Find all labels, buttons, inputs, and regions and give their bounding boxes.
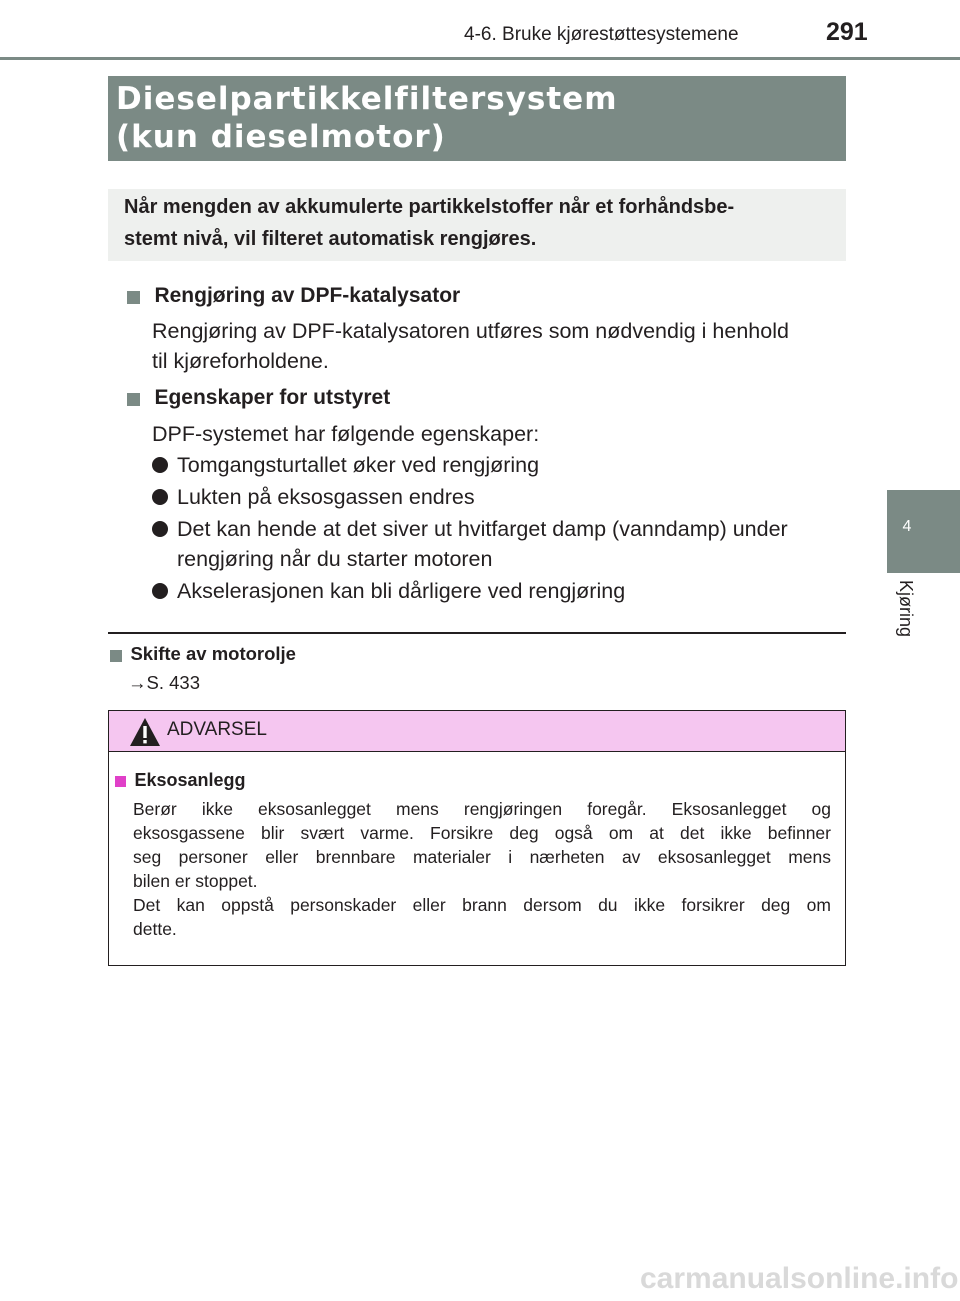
list-item: Det kan hende at det siver ut hvitfarget damp (vanndamp) under — [177, 517, 788, 541]
warning-box — [108, 710, 846, 966]
warning-triangle-icon — [129, 717, 161, 747]
page-title-line2: (kun dieselmotor) — [116, 119, 446, 155]
section-divider — [108, 632, 846, 634]
page-title-line1: Dieselpartikkelfiltersystem — [116, 81, 618, 117]
intro-line2: stemt nivå, vil filteret automatisk rengjøres. — [124, 228, 537, 250]
warning-text-line: Berør ikke eksosanlegget mens rengjøringen foregår. Eksosanlegget og — [133, 799, 831, 819]
warning-header — [109, 711, 845, 752]
page-title-box — [108, 76, 846, 161]
warning-label: ADVARSEL — [167, 719, 267, 740]
note-heading — [110, 643, 296, 665]
square-bullet-icon — [127, 291, 140, 304]
header-divider — [0, 57, 960, 60]
section-breadcrumb: 4-6. Bruke kjørestøttesystemene — [464, 24, 739, 45]
section-heading-features — [127, 386, 390, 410]
bullet-dot-icon — [152, 457, 168, 478]
intro-line1: Når mengden av akkumulerte partikkelstoffer når et forhåndsbe- — [124, 196, 735, 218]
warning-text-line: seg personer eller brennbare materialer i nærheten av eksosanlegget mens — [133, 847, 831, 867]
bullet-dot-icon — [152, 583, 168, 604]
warning-subheading — [115, 770, 246, 791]
section1-text-line1: Rengjøring av DPF-katalysatoren utføres som nødvendig i henhold — [152, 319, 789, 343]
warning-text-line: dette. — [133, 919, 177, 939]
section-heading-cleaning — [127, 284, 460, 308]
square-bullet-icon — [127, 393, 140, 406]
square-bullet-icon — [115, 776, 126, 787]
list-item-continued: rengjøring når du starter motoren — [177, 547, 493, 571]
intro-box — [108, 189, 846, 261]
bullet-dot-icon — [152, 521, 168, 542]
page-number: 291 — [826, 18, 868, 46]
watermark-logo[interactable]: carmanualsonline.info — [640, 1262, 959, 1295]
arrow-right-icon: → — [128, 672, 147, 693]
note-heading-text: Skifte av motorolje — [130, 643, 296, 664]
warning-text-line: Det kan oppstå personskader eller brann dersom du ikke forsikrer deg om — [133, 895, 831, 915]
list-item: Lukten på eksosgassen endres — [177, 485, 475, 509]
page-reference-link[interactable] — [128, 672, 200, 694]
page-reference-text: S. 433 — [146, 672, 200, 693]
square-bullet-icon — [110, 650, 122, 662]
warning-text-line: bilen er stoppet. — [133, 871, 258, 891]
section-heading-text: Rengjøring av DPF-katalysator — [154, 284, 461, 307]
warning-text-line: eksosgassene blir svært varme. Forsikre deg også om at det ikke befinner — [133, 823, 831, 843]
chapter-label-container — [892, 580, 922, 670]
list-item: Tomgangsturtallet øker ved rengjøring — [177, 453, 540, 477]
warning-subheading-text: Eksosanlegg — [134, 770, 246, 790]
list-item: Akselerasjonen kan bli dårligere ved rengjøring — [177, 579, 626, 603]
chapter-number: 4 — [902, 518, 912, 535]
section1-text-line2: til kjøreforholdene. — [152, 349, 329, 373]
chapter-label: Kjøring — [896, 580, 916, 638]
bullet-dot-icon — [152, 489, 168, 510]
section-heading-text: Egenskaper for utstyret — [154, 386, 391, 409]
section2-intro: DPF-systemet har følgende egenskaper: — [152, 422, 540, 446]
